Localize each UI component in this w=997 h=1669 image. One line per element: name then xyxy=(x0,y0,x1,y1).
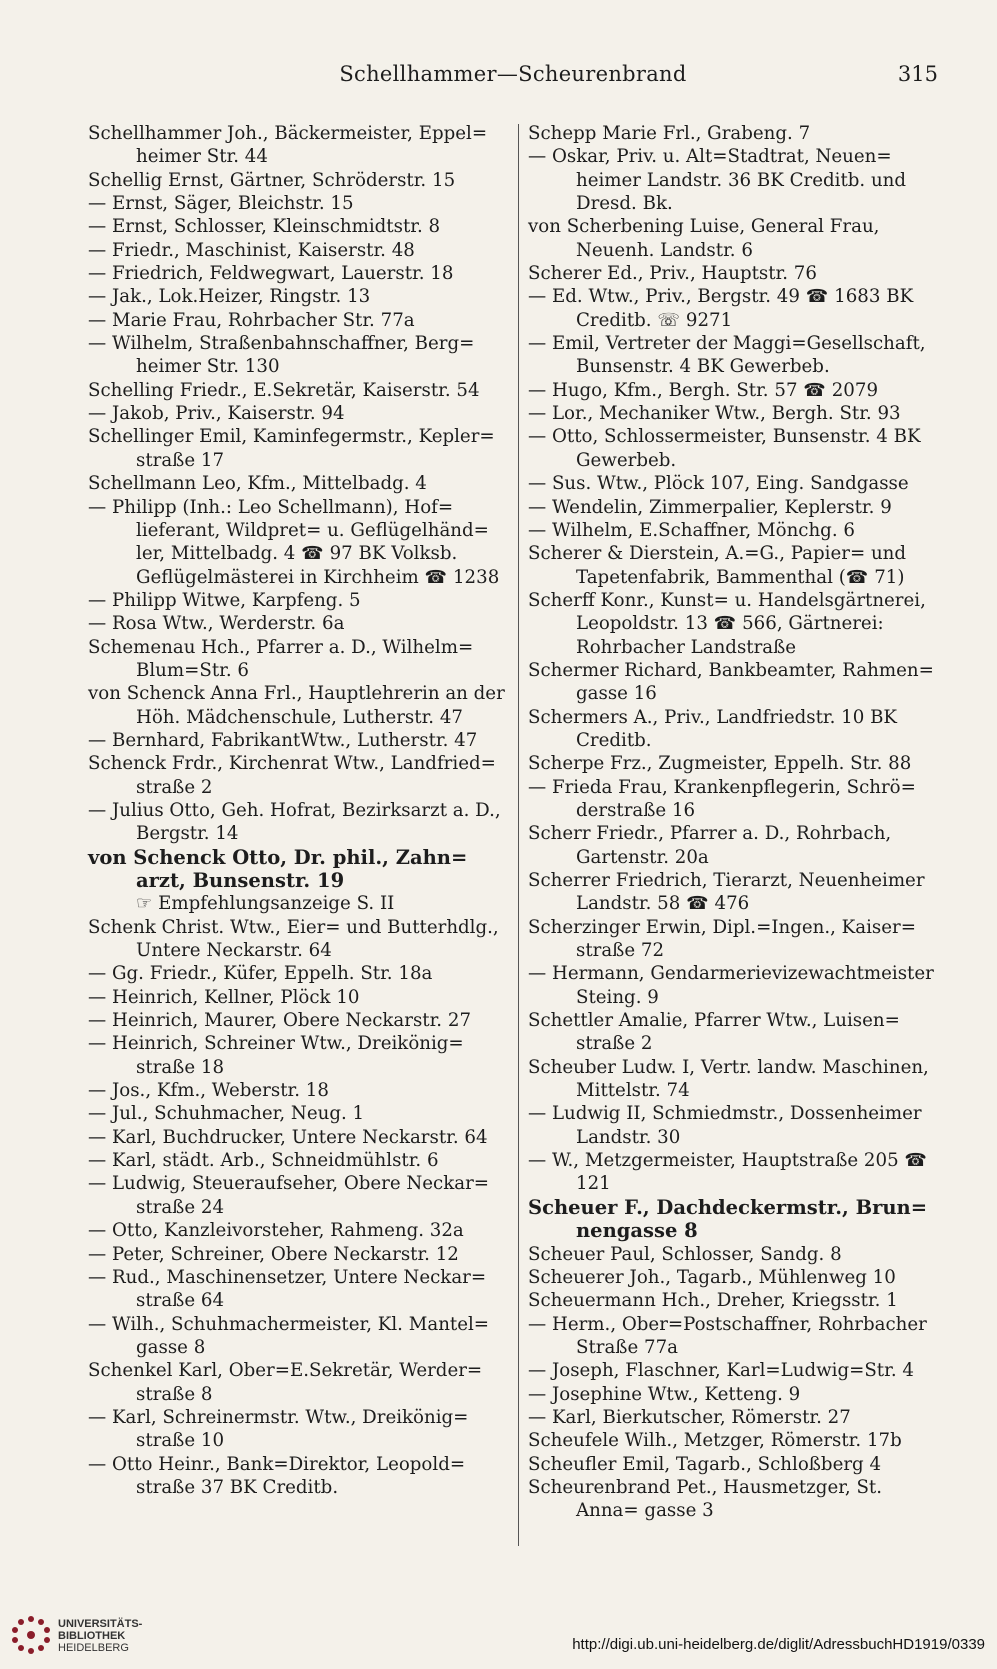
library-line-2: BIBLIOTHEK xyxy=(58,1630,126,1642)
directory-entry: Schellinger Emil, Kaminfegermstr., Kepler= straße 17 xyxy=(88,426,495,471)
directory-entry: Scherff Konr., Kunst= u. Handelsgärtnerei, Leopoldstr. 13 ☎ 566, Gärtnerei: Rohrbacher Landstraße xyxy=(528,589,926,658)
directory-entry: — Ed. Wtw., Priv., Bergstr. 49 ☎ 1683 BK Creditb. ☏ 9271 xyxy=(528,286,914,331)
directory-entry: Schettler Amalie, Pfarrer Wtw., Luisen= straße 2 xyxy=(528,1010,900,1055)
directory-entry: — Heinrich, Maurer, Obere Neckarstr. 27 xyxy=(88,1010,472,1032)
directory-entry: Schermers A., Priv., Landfriedstr. 10 BK Creditb. xyxy=(528,706,898,751)
directory-entry: — Hugo, Kfm., Bergh. Str. 57 ☎ 2079 xyxy=(528,379,879,401)
directory-entry: — Sus. Wtw., Plöck 107, Eing. Sandgasse xyxy=(528,473,909,495)
directory-entry: — Philipp Witwe, Karpfeng. 5 xyxy=(88,589,361,611)
directory-entry: — Jos., Kfm., Weberstr. 18 xyxy=(88,1080,329,1102)
directory-entry: — Joseph, Flaschner, Karl=Ludwig=Str. 4 xyxy=(528,1360,914,1382)
directory-entry: Schelling Friedr., E.Sekretär, Kaiserstr. 54 xyxy=(88,379,480,401)
directory-entry: Scherer Ed., Priv., Hauptstr. 76 xyxy=(528,263,817,285)
directory-entry: Scheuber Ludw. I, Vertr. landw. Maschinen, Mittelstr. 74 xyxy=(528,1056,929,1102)
directory-entry: — Ernst, Säger, Bleichstr. 15 xyxy=(88,193,354,215)
directory-entry: Scheufler Emil, Tagarb., Schloßberg 4 xyxy=(528,1453,882,1475)
directory-entry: — Frieda Frau, Krankenpflegerin, Schrö= derstraße 16 xyxy=(528,776,916,821)
column-divider xyxy=(518,124,519,1546)
left-column xyxy=(88,122,508,1499)
directory-entry: Scheufele Wilh., Metzger, Römerstr. 17b xyxy=(528,1430,902,1452)
directory-entry: — Marie Frau, Rohrbacher Str. 77a xyxy=(88,309,415,331)
directory-entry: — Karl, städt. Arb., Schneidmühlstr. 6 xyxy=(88,1150,439,1172)
directory-entry: — Bernhard, FabrikantWtw., Lutherstr. 47 xyxy=(88,729,478,751)
directory-entry: Scheuer Paul, Schlosser, Sandg. 8 xyxy=(528,1243,842,1265)
library-name xyxy=(58,1618,142,1654)
directory-entry: — Julius Otto, Geh. Hofrat, Bezirksarzt a. D., Bergstr. 14 xyxy=(88,799,501,845)
directory-entry: — Wilhelm, E.Schaffner, Mönchg. 6 xyxy=(528,519,855,541)
directory-entry: Scherr Friedr., Pfarrer a. D., Rohrbach, Gartenstr. 20a xyxy=(528,823,892,868)
directory-entry: — Ludwig II, Schmiedmstr., Dossenheimer Landstr. 30 xyxy=(528,1103,922,1148)
directory-entry: von Scherbening Luise, General Frau, Neuenh. Landstr. 6 xyxy=(528,216,880,261)
directory-entry: — Friedrich, Feldwegwart, Lauerstr. 18 xyxy=(88,263,454,285)
directory-entry: — Jakob, Priv., Kaiserstr. 94 xyxy=(88,403,345,425)
directory-entry: — Friedr., Maschinist, Kaiserstr. 48 xyxy=(88,239,415,261)
directory-entry: — Wilh., Schuhmachermeister, Kl. Mantel= gasse 8 xyxy=(88,1313,490,1358)
directory-entry: Schenkel Karl, Ober=E.Sekretär, Werder= straße 8 xyxy=(88,1360,483,1405)
directory-entry: Scherzinger Erwin, Dipl.=Ingen., Kaiser= straße 72 xyxy=(528,916,916,962)
directory-entry: — Philipp (Inh.: Leo Schellmann), Hof= lieferant, Wildpret= u. Geflügelhänd= ler, Mittelbadg. 4 ☎ 97 BK Volksb. Geflügelmästerei in Kirchheim ☎ 1238 xyxy=(88,496,500,588)
directory-entry: Scheuer F., Dachdeckermstr., Brun= nengasse 8 xyxy=(528,1195,928,1243)
directory-entry: — Josephine Wtw., Ketteng. 9 xyxy=(528,1383,801,1405)
directory-entry: — Jul., Schuhmacher, Neug. 1 xyxy=(88,1103,365,1125)
directory-entry: — Ludwig, Steueraufseher, Obere Neckar= straße 24 xyxy=(88,1173,490,1218)
directory-entry: Schellig Ernst, Gärtner, Schröderstr. 15 xyxy=(88,169,456,191)
directory-entry: — Oskar, Priv. u. Alt=Stadtrat, Neuen= heimer Landstr. 36 BK Creditb. und Dresd. Bk. xyxy=(528,146,907,215)
directory-entry: von Schenck Otto, Dr. phil., Zahn= arzt, Bunsenstr. 19 xyxy=(88,845,468,892)
directory-entry: — Jak., Lok.Heizer, Ringstr. 13 xyxy=(88,286,371,308)
source-url[interactable]: http://digi.ub.uni-heidelberg.de/diglit/AdressbuchHD1919/0339 xyxy=(572,1636,985,1653)
page-header xyxy=(88,62,938,98)
directory-entry: — Lor., Mechaniker Wtw., Bergh. Str. 93 xyxy=(528,403,901,425)
directory-entry: — Karl, Bierkutscher, Römerstr. 27 xyxy=(528,1406,851,1428)
directory-entry: Schenck Frdr., Kirchenrat Wtw., Landfried= straße 2 xyxy=(88,753,496,798)
directory-entry: ☞ Empfehlungsanzeige S. II xyxy=(136,893,395,915)
directory-entry: Schemenau Hch., Pfarrer a. D., Wilhelm= Blum=Str. 6 xyxy=(88,636,474,681)
directory-entry: von Schenck Anna Frl., Hauptlehrerin an der Höh. Mädchenschule, Lutherstr. 47 xyxy=(88,683,505,728)
directory-entry: — Herm., Ober=Postschaffner, Rohrbacher Straße 77a xyxy=(528,1313,927,1358)
directory-entry: — Otto Heinr., Bank=Direktor, Leopold= straße 37 BK Creditb. xyxy=(88,1453,466,1498)
directory-entry: — W., Metzgermeister, Hauptstraße 205 ☎ 121 xyxy=(528,1150,928,1195)
directory-entry: — Hermann, Gendarmerievizewachtmeister Steing. 9 xyxy=(528,963,934,1008)
directory-entry: Scheuerer Joh., Tagarb., Mühlenweg 10 xyxy=(528,1266,896,1288)
directory-entry: Schermer Richard, Bankbeamter, Rahmen= gasse 16 xyxy=(528,659,934,705)
directory-entry: — Karl, Buchdrucker, Untere Neckarstr. 64 xyxy=(88,1126,488,1148)
directory-entry: — Otto, Kanzleivorsteher, Rahmeng. 32a xyxy=(88,1220,464,1242)
directory-entry: Schellmann Leo, Kfm., Mittelbadg. 4 xyxy=(88,473,427,495)
directory-entry: — Gg. Friedr., Küfer, Eppelh. Str. 18a xyxy=(88,963,433,985)
directory-entry: — Rud., Maschinensetzer, Untere Neckar= straße 64 xyxy=(88,1266,487,1312)
running-title: Schellhammer—Scheurenbrand xyxy=(339,62,687,86)
university-library-logo xyxy=(6,1610,56,1660)
page-number: 315 xyxy=(897,62,938,86)
directory-entry: — Rosa Wtw., Werderstr. 6a xyxy=(88,613,345,635)
library-line-1: UNIVERSITÄTS- xyxy=(58,1618,143,1630)
directory-entry: — Heinrich, Kellner, Plöck 10 xyxy=(88,986,360,1008)
directory-entry: — Emil, Vertreter der Maggi=Gesellschaft, Bunsenstr. 4 BK Gewerbeb. xyxy=(528,333,926,378)
library-line-3: HEIDELBERG xyxy=(58,1642,129,1654)
right-column xyxy=(528,122,948,1523)
directory-entry: Scherpe Frz., Zugmeister, Eppelh. Str. 88 xyxy=(528,753,912,775)
directory-entry: — Karl, Schreinermstr. Wtw., Dreikönig= straße 10 xyxy=(88,1406,469,1452)
directory-entry: Scheurenbrand Pet., Hausmetzger, St. Anna= gasse 3 xyxy=(528,1476,883,1522)
directory-entry: Schepp Marie Frl., Grabeng. 7 xyxy=(528,123,811,144)
directory-entry: Schenk Christ. Wtw., Eier= und Butterhdlg., Untere Neckarstr. 64 xyxy=(88,916,499,962)
directory-entry: Scherer & Dierstein, A.=G., Papier= und Tapetenfabrik, Bammenthal (☎ 71) xyxy=(528,543,907,588)
directory-entry: — Peter, Schreiner, Obere Neckarstr. 12 xyxy=(88,1243,459,1265)
directory-entry: — Wendelin, Zimmerpalier, Keplerstr. 9 xyxy=(528,496,892,518)
footer xyxy=(0,1600,997,1669)
directory-entry: Schellhammer Joh., Bäckermeister, Eppel= heimer Str. 44 xyxy=(88,123,488,168)
directory-entry: Scherrer Friedrich, Tierarzt, Neuenheimer Landstr. 58 ☎ 476 xyxy=(528,870,925,915)
directory-entry: — Otto, Schlossermeister, Bunsenstr. 4 BK Gewerbeb. xyxy=(528,426,921,471)
directory-entry: — Wilhelm, Straßenbahnschaffner, Berg= heimer Str. 130 xyxy=(88,333,475,378)
directory-entry: Scheuermann Hch., Dreher, Kriegsstr. 1 xyxy=(528,1290,898,1312)
directory-entry: — Ernst, Schlosser, Kleinschmidtstr. 8 xyxy=(88,216,441,238)
directory-entry: — Heinrich, Schreiner Wtw., Dreikönig= straße 18 xyxy=(88,1033,464,1078)
